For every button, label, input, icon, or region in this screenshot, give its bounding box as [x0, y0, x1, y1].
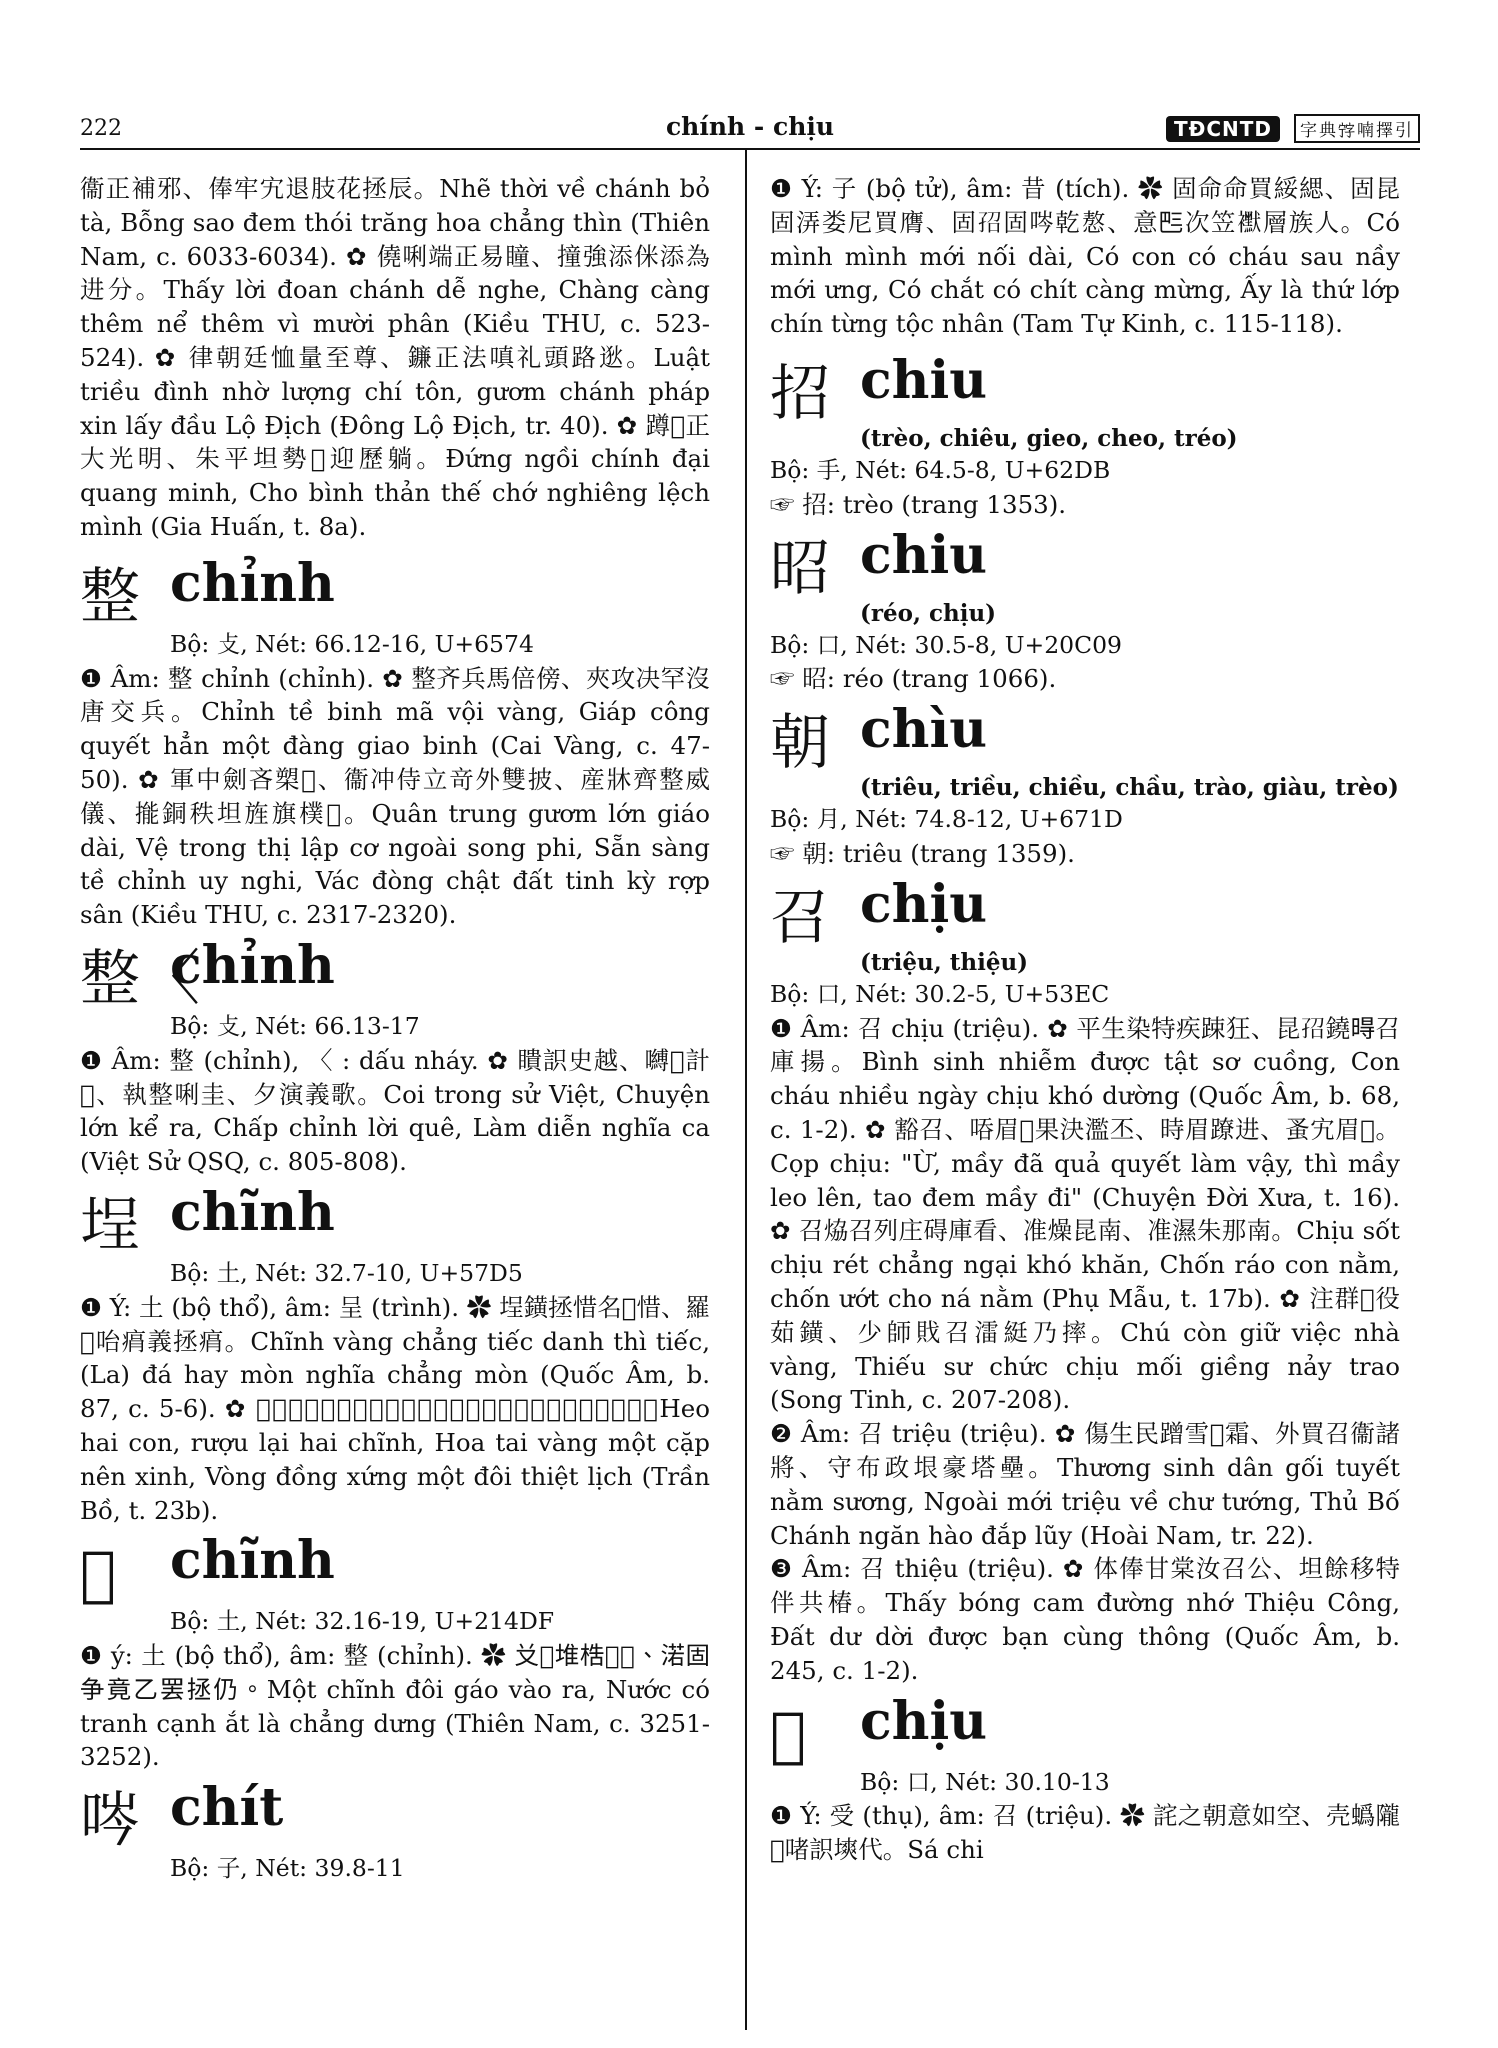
entry-meta: Bộ: 土, Nét: 32.7-10, U+57D5 [170, 1258, 523, 1287]
entry-meta: Bộ: 攴, Nét: 66.12-16, U+6574 [170, 629, 534, 658]
entry-head [770, 873, 1400, 953]
entry-head [80, 1181, 710, 1261]
entry-sense: ❷ Âm: 召 triệu (triệu). ✿ 傷生民蹭雪𦝄霜、外買召衞諸將、守布政垠豪塔壘。Thương sinh dân gối tuyết nằm sương, Ngoài mới triệu về chư tướng, Thủ Bố Chánh ngăn hào đắp lũy (Hoài Nam, tr. 22). [770, 1419, 1400, 1550]
entry-hanzi: 整〈 [80, 943, 200, 1014]
entry-sense: ❶ Âm: 整 chỉnh (chỉnh). ✿ 整齐兵馬倍傍、夾攻决罕沒唐交兵。Chỉnh tề binh mã vội vàng, Giáp công quyết hẳn một đàng giao binh (Cai Vàng, c. 47-50). ✿ 軍中劍吝槊𨱽、衞冲侍立竒外雙披、産牀齊整威儀、㨢銅秩坦旌旗樸𡑖。Quân trung gươm lớn giáo dài, Vệ trong thị lập cơ ngoài song phi, Sẵn sàng tề chỉnh uy nghi, Vác đòng chật đất tinh kỳ rợp sân (Kiều THU, c. 2317-2320). [80, 663, 710, 930]
logo-text: TĐCNTD [1166, 116, 1280, 142]
entry-chinh-4 [80, 1531, 710, 1774]
entry-head [770, 349, 1400, 429]
entry-xref: ☞ 昭: réo (trang 1066). [770, 664, 1057, 694]
entry-headword: chỉnh [170, 934, 335, 996]
entry-readings: (réo, chịu) [860, 599, 997, 627]
entry-hanzi: 𠰷 [770, 1699, 807, 1770]
entry-head [770, 524, 1400, 604]
entry-hanzi: 朝 [770, 708, 830, 779]
running-head: chính - chịu [665, 112, 835, 141]
entry-chinh-2 [80, 936, 710, 1179]
entry-readings: (triêu, triều, chiều, chầu, trào, giàu, trèo) [860, 774, 1399, 802]
entry-xref: ☞ 招: trèo (trang 1353). [770, 489, 1067, 519]
entry-chinh-3 [80, 1183, 710, 1527]
logo-seal: 字典𡨸喃擇引 [1294, 114, 1420, 143]
entry-xref: ☞ 朝: triêu (trang 1359). [770, 838, 1075, 868]
entry-hanzi: 𡓟 [80, 1539, 117, 1610]
entry-hanzi: 昭 [770, 533, 830, 604]
entry-meta: Bộ: 手, Nét: 64.5-8, U+62DB [770, 455, 1111, 484]
entry-hanzi: 召 [770, 882, 830, 953]
entry-hanzi: 招 [770, 358, 830, 429]
entry-sense: ❶ Âm: 整 (chỉnh), 〈 : dấu nháy. ✿ 瞶䛊史越、嚩𧦕計𪡟、執整唎圭、夕演義歌。Coi trong sử Việt, Chuyện lớn kể ra, Chấp chỉnh lời quê, Làm diễn nghĩa ca (Việt Sử QSQ, c. 805-808). [80, 1045, 710, 1177]
left-column [80, 172, 710, 1886]
entry-headword: chiu [860, 349, 988, 411]
entry-sense: ❶ Âm: 召 chịu (triệu). ✿ 平生染特疾踈狂、昆𡥙鐃𣈜召庫揚。Bình sinh nhiễm được tật sơ cuồng, Con cháu nhiều ngày chịu khó dường (Quốc Âm, b. 68, c. 1-2). ✿ 豁召、㖔眉𠃣果決濫丕、時眉蹽进、蚤宄眉𢬣。Cọp chịu: "Ừ, mầy đã quả quyết làm vậy, thì mầy leo lên, tao đem mầy đi" (Chuyện Đời Xưa, t. 16). ✿ 召㶸召列庄碍庫看、准燥昆南、准濕朱那南。Chịu sốt chịu rét chẳng ngại khó khăn, Chốn ráo con nằm, chốn ướt cho ná nằm (Phụ Mẫu, t. 17b). ✿ 注群𤀗役茹鐄、少師戝召㵢綎乃摔。Chú còn giữ việc nhà vàng, Thiếu sư chức chịu mối giềng nảy trao (Song Tinh, c. 207-208). [770, 1013, 1400, 1415]
entry-readings: (trèo, chiêu, gieo, cheo, tréo) [860, 424, 1238, 452]
entry-sense: ❶ ý: 土 (bộ thổ), âm: 整 (chỉnh). ✿ 𠬠𡓟堆梏𩛂𪡟、渃固争竟乙罢拯仍。Một chĩnh đôi gáo vào ra, Nước có tranh cạnh ắt là chẳng dưng (Thiên Nam, c. 3251-3252). [80, 1641, 710, 1772]
entry-readings: (triệu, thiệu) [860, 948, 1029, 976]
entry-chinh-1 [80, 554, 710, 932]
entry-sense: ❶ Ý: 土 (bộ thổ), âm: 呈 (trình). ✿ 埕鐄拯惜名𥙩惜、羅𥕄咍㾓義拯㾓。Chĩnh vàng chẳng tiếc danh thì tiếc, (La) đá hay mòn nghĩa chẳng mòn (Quốc Âm, b. 87, c. 5-6). ✿ 𤞻𠄩猉、醞吏𠄩埕、花聰鐄𠬠𢬗𢹣𢶢、釯銅稱𠬠堆實歷。Heo hai con, rượu lại hai chĩnh, Hoa tai vàng một cặp nên xinh, Vòng đồng xứng một đôi thiệt lịch (Trần Bồ, t. 23b). [80, 1292, 710, 1525]
entry-head [80, 934, 710, 1014]
entry-chit [80, 1778, 710, 1886]
continued-text: ❶ Ý: 子 (bộ tử), âm: 昔 (tích). ✿ 固命命買綏緦、固昆固㳥娄尼買膺、固𡥙固㖗乾㥿、意𠀧次笠𧞾層族人。Có mình mình mới nối dài, Có con có cháu sau nầy mới ưng, Có chắt có chít càng mừng, Ấy là thứ lớp chín từng tộc nhân (Tam Tự Kinh, c. 115-118). [770, 174, 1400, 339]
entry-meta: Bộ: 口, Nét: 30.2-5, U+53EC [770, 979, 1110, 1008]
entry-meta: Bộ: 土, Nét: 32.16-19, U+214DF [170, 1607, 555, 1636]
entry-hanzi: 埕 [80, 1190, 140, 1261]
entry-head [80, 552, 710, 632]
entry-chiu-3 [770, 700, 1400, 871]
entry-meta: Bộ: 月, Nét: 74.8-12, U+671D [770, 805, 1123, 834]
entry-headword: chỉnh [170, 552, 335, 614]
continued-text: 衞正補邪、俸牢宄退肢花拯辰。Nhẽ thời về chánh bỏ tà, Bỗng sao đem thói trăng hoa chẳng thìn (Thiên Nam, c. 6033-6034). ✿ 僥唎端正易瞳、撞強添侎添為进分。Thấy lời đoan chánh dễ nghe, Chàng càng thêm nể thêm vì mười phân (Kiều THU, c. 523-524). ✿ 律朝廷恤量至尊、鐮正法嗔礼頭路逖。Luật triều đình nhờ lượng chí tôn, gươm chánh pháp xin lấy đầu Lộ Địch (Đông Lộ Địch, tr. 40). ✿ 蹲𣌉正大光明、朱平坦勢𦼔迎歷躺。Đứng ngồi chính đại quang minh, Cho bình thản thế chớ nghiêng lệch mình (Gia Huấn, t. 8a). [80, 174, 710, 541]
entry-headword: chĩnh [170, 1530, 335, 1592]
header-rule [80, 148, 1420, 150]
entry-head [80, 1777, 710, 1857]
page-number: 222 [80, 116, 122, 141]
page-header [80, 112, 1420, 148]
entry-headword: chĩnh [170, 1181, 335, 1243]
entry-headword: chiu [860, 524, 988, 586]
publisher-logo [1166, 114, 1420, 143]
entry-meta: Bộ: 攴, Nét: 66.13-17 [170, 1011, 420, 1040]
entry-headword: chít [170, 1777, 284, 1839]
entry-sense: ❶ Ý: 受 (thụ), âm: 召 (triệu). ✿ 詫之朝意如空、壳蟡隴𠰷啫䛊塽代。Sá chi [770, 1801, 1400, 1865]
column-divider [745, 150, 747, 2030]
entry-sense: ❸ Âm: 召 thiệu (triệu). ✿ 体俸甘棠汝召公、坦餘移特伴共椿。Thấy bóng cam đường nhớ Thiệu Công, Đất dư dời được bạn cùng thông (Quốc Âm, b. 245, c. 1-2). [770, 1554, 1400, 1685]
entry-chiu-5 [770, 1692, 1400, 1867]
entry-headword: chịu [860, 873, 988, 935]
entry-head [770, 1690, 1400, 1770]
entry-headword: chịu [860, 1690, 988, 1752]
entry-chiu-2 [770, 526, 1400, 697]
entry-meta: Bộ: 子, Nét: 39.8-11 [170, 1854, 405, 1883]
entry-meta: Bộ: 口, Nét: 30.5-8, U+20C09 [770, 630, 1122, 659]
entry-head [80, 1530, 710, 1610]
entry-headword: chìu [860, 699, 988, 761]
entry-hanzi: 整 [80, 561, 140, 632]
entry-hanzi: 㖗 [80, 1786, 140, 1857]
entry-head [770, 699, 1400, 779]
entry-meta: Bộ: 口, Nét: 30.10-13 [860, 1767, 1110, 1796]
entry-chiu-4 [770, 875, 1400, 1688]
right-column [770, 172, 1400, 1867]
entry-chiu-1 [770, 351, 1400, 522]
